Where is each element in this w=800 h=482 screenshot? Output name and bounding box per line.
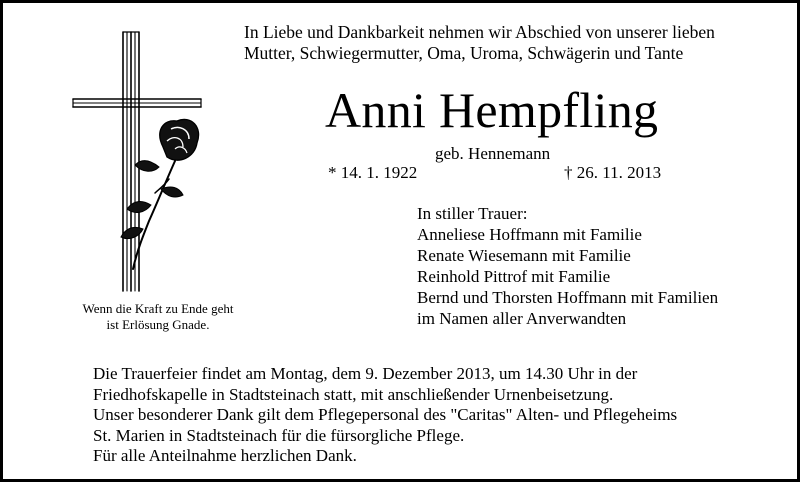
intro-line: Mutter, Schwiegermutter, Oma, Uroma, Schwägerin und Tante — [244, 43, 684, 63]
deceased-name: Anni Hempfling — [325, 82, 659, 138]
mourner-item: Renate Wiesemann mit Familie — [417, 246, 631, 265]
cross-with-rose-icon — [63, 29, 233, 299]
mourners-heading: In stiller Trauer: — [417, 204, 528, 223]
quote — [43, 301, 273, 333]
closing-text — [93, 364, 783, 467]
death-date: † 26. 11. 2013 — [564, 163, 662, 182]
closing-line: St. Marien in Stadtsteinach für die fürsorgliche Pflege. — [93, 425, 465, 445]
mourners-list — [417, 203, 787, 329]
closing-line: Die Trauerfeier findet am Montag, dem 9. Dezember 2013, um 14.30 Uhr in der — [93, 364, 638, 383]
mourner-item: Reinhold Pittrof mit Familie — [417, 267, 611, 286]
quote-line: ist Erlösung Gnade. — [106, 317, 210, 332]
intro-line: In Liebe und Dankbarkeit nehmen wir Abschied von unserer lieben — [244, 22, 715, 42]
closing-line: Friedhofskapelle in Stadtsteinach statt, mit anschließender Urnenbeisetzung. — [93, 384, 614, 404]
quote-line: Wenn die Kraft zu Ende geht — [82, 301, 234, 316]
closing-line: Unser besonderer Dank gilt dem Pflegepersonal des "Caritas" Alten- und Pflegeheims — [93, 405, 678, 424]
intro-text — [244, 22, 784, 64]
mourner-item: Bernd und Thorsten Hoffmann mit Familien — [417, 288, 719, 307]
closing-line: Für alle Anteilnahme herzlichen Dank. — [93, 446, 357, 465]
birth-date: * 14. 1. 1922 — [328, 163, 418, 182]
mourner-item: Anneliese Hoffmann mit Familie — [417, 225, 642, 244]
mourner-item: im Namen aller Anverwandten — [417, 309, 627, 328]
birth-name: geb. Hennemann — [435, 144, 551, 163]
